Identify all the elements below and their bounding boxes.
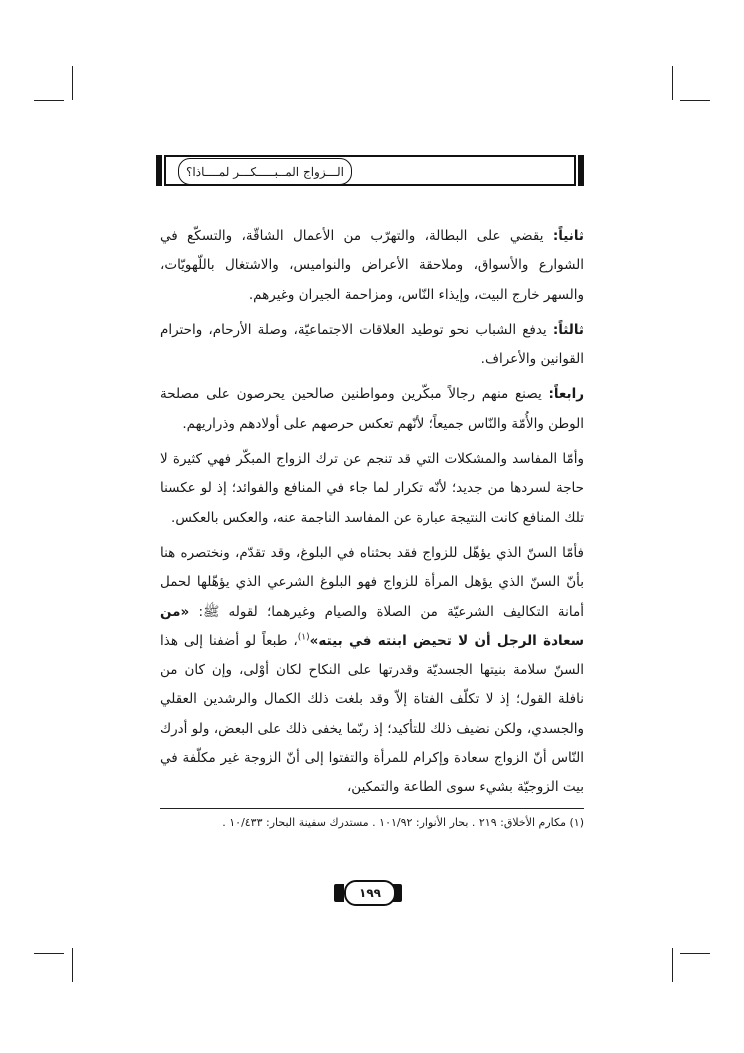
crop-mark [34, 100, 64, 101]
footnote-rule [160, 808, 584, 809]
paragraph-text: يقضي على البطالة، والتهرّب من الأعمال الشاقّة، والتسكّع في الشوارع والأسواق، وملاحقة الأعراض والنواميس، والاشتغال باللّهويّات، والسهر خارج البيت، وإيذاء النّاس، ومزاحمة الجيران وغيرهم. [160, 228, 584, 303]
header-title: الـــزواج المــبـــــكـــر لمــــاذا؟ [178, 158, 352, 185]
page-number-left-wing [334, 884, 344, 902]
paragraph-lead: رابعاً: [548, 386, 584, 403]
paragraph [160, 539, 584, 803]
paragraph-text: ، طبعاً لو أضفنا إلى هذا السنّ سلامة بنيتها الجسديّة وقدرتها على النكاح لكان أوْلى، وإن كان من نافلة القول؛ إذ لا تكلّف الفتاة إلاّ وقد بلغت ذلك الكمال والرشدين العقلي والجسدي، ولكن نضيف ذلك للتأكيد؛ إذ ربّما يخفى ذلك على البعض، ولو أدرك النّاس أنّ الزواج سعادة وإكرام للمرأة والتفتوا إلى أنّ الزوجة غير مكلّفة في بيت الزوجيّة بشيء سوى الطاعة والتمكين، [160, 632, 584, 796]
paragraph [160, 445, 584, 533]
crop-mark [672, 948, 673, 982]
paragraph-lead: ثالثاً: [552, 321, 584, 338]
footnote-mark[interactable]: (١) [297, 632, 310, 643]
paragraph [160, 380, 584, 439]
crop-mark [680, 953, 710, 954]
header-right-bracket [568, 155, 576, 186]
crop-mark [34, 953, 64, 954]
header-top-rule [170, 155, 570, 157]
paragraph-text: وأمّا المفاسد والمشكلات التي قد تنجم عن ترك الزواج المبكّر فهي كثيرة لا حاجة لسردها من جديد؛ لأنّه تكرار لما جاء في المنافع والفوائد؛ إذ لو عكسنا تلك المنافع كانت النتيجة عبارة عن المفاسد الناجمة عنه، والعكس بالعكس. [160, 451, 584, 526]
crop-mark [72, 948, 73, 982]
paragraph [160, 316, 584, 375]
page-body [160, 222, 584, 809]
page-number: ١٩٩ [344, 880, 396, 906]
hadith-quote: «من سعادة الرجل أن لا تحيض ابنته في بيته» [160, 603, 584, 649]
paragraph-text: يصنع منهم رجالاً مبكّرين ومواطنين صالحين يحرصون على مصلحة الوطن والأُمّة والنّاس جميعاً؛ لأنّهم تعكس حرصهم على أولادهم وذراريهم. [160, 386, 584, 432]
paragraph-lead: ثانياً: [552, 228, 584, 244]
crop-mark [672, 66, 673, 100]
header-left-bracket [164, 155, 172, 186]
header-left-bar [156, 155, 162, 186]
paragraph [160, 222, 584, 310]
crop-mark [72, 66, 73, 100]
running-header [156, 155, 584, 186]
crop-mark [680, 100, 710, 101]
footnote: (١) مكارم الأخلاق: ٢١٩ . بحار الأنوار: ١٠١/٩٢ . مستدرك سفينة البحار: ١٠/٤٣٣ . [222, 816, 584, 829]
header-right-bar [578, 155, 584, 186]
paragraph-text: يدفع الشباب نحو توطيد العلاقات الاجتماعيّة، وصلة الأرحام، واحترام القوانين والأعراف. [160, 321, 584, 368]
paragraph-text: فأمّا السنّ الذي يؤهّل للزواج فقد بحثناه في البلوغ، وقد تقدّم، ونختصره هنا بأنّ السنّ الذي يؤهل المرأة للزواج فهو البلوغ الشرعي الذي يؤهّلها لحمل أمانة التكاليف الشرعيّة من الصلاة والصيام وغيرهما؛ لقوله ﷺ: [160, 544, 584, 620]
page-number-badge [334, 880, 402, 906]
